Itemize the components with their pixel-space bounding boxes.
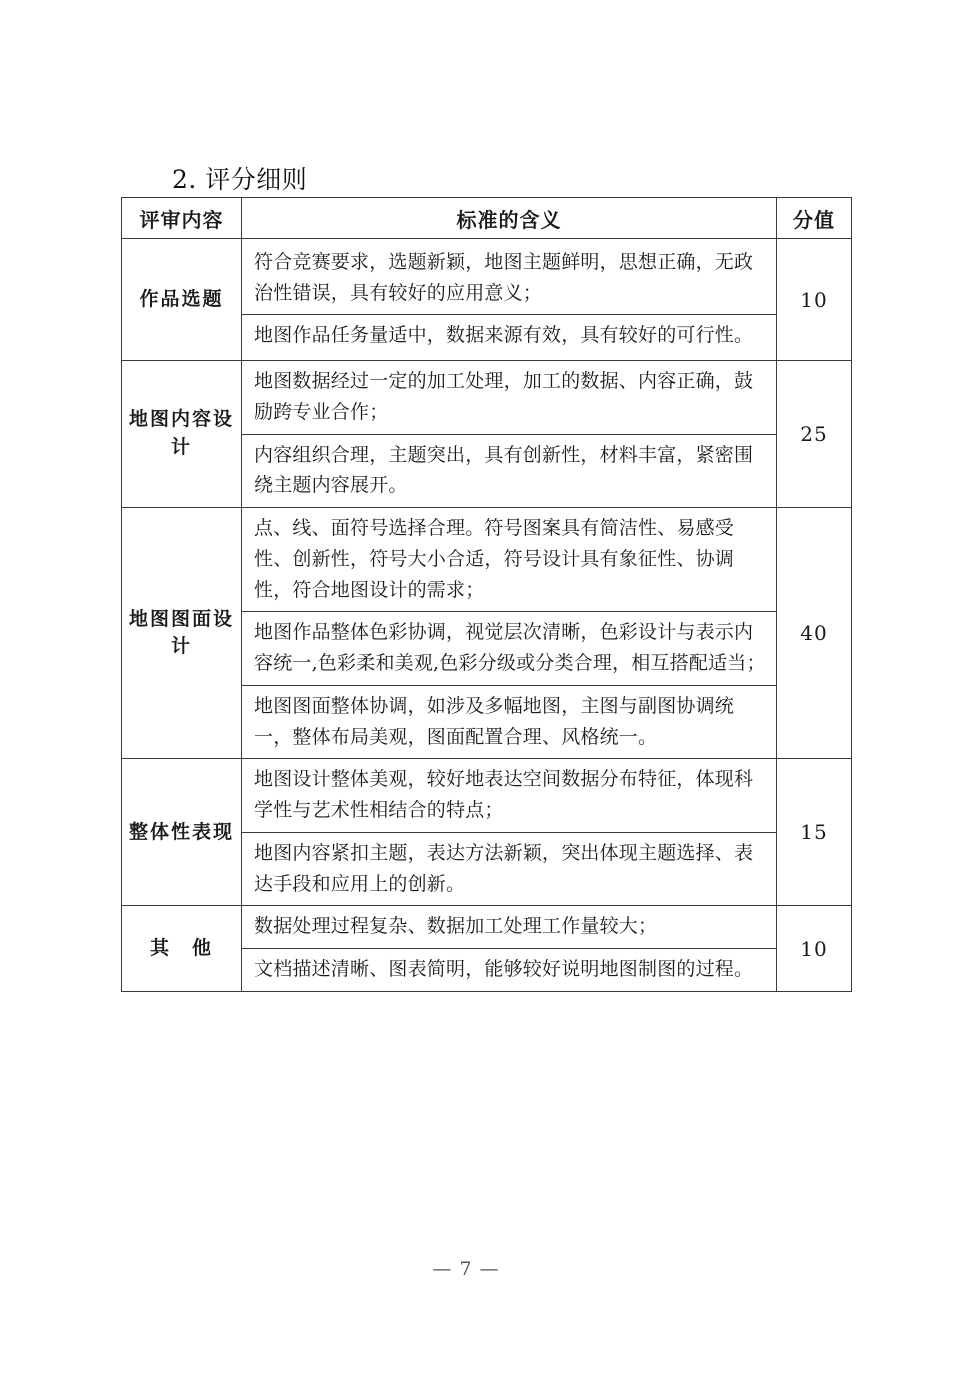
meaning-cell bbox=[242, 759, 777, 906]
table-header-row bbox=[122, 198, 852, 239]
column-header-criteria: 评审内容 bbox=[122, 198, 242, 239]
criteria-item-list bbox=[242, 508, 776, 758]
criteria-item: 地图作品整体色彩协调，视觉层次清晰，色彩设计与表示内容统一,色彩柔和美观,色彩分级或分类合理，相互搭配适当； bbox=[242, 612, 776, 686]
page-number: — 7 — bbox=[432, 1258, 500, 1280]
criteria-label: 地图内容设计 bbox=[122, 361, 242, 508]
criteria-item: 地图作品任务量适中，数据来源有效，具有较好的可行性。 bbox=[242, 315, 776, 357]
criteria-item: 点、线、面符号选择合理。符号图案具有简洁性、易感受性、创新性，符号大小合适，符号设计具有象征性、协调性，符合地图设计的需求； bbox=[242, 508, 776, 612]
criteria-item: 内容组织合理，主题突出，具有创新性，材料丰富，紧密围绕主题内容展开。 bbox=[242, 434, 776, 507]
criteria-item: 地图设计整体美观，较好地表达空间数据分布特征，体现科学性与艺术性相结合的特点； bbox=[242, 759, 776, 832]
table-row bbox=[122, 361, 852, 508]
criteria-item: 符合竞赛要求，选题新颖，地图主题鲜明，思想正确，无政治性错误，具有较好的应用意义； bbox=[242, 242, 776, 315]
meaning-cell bbox=[242, 239, 777, 361]
score-value: 15 bbox=[777, 759, 852, 906]
criteria-label: 整体性表现 bbox=[122, 759, 242, 906]
criteria-item: 地图内容紧扣主题，表达方法新颖，突出体现主题选择、表达手段和应用上的创新。 bbox=[242, 832, 776, 905]
criteria-item-list bbox=[242, 906, 776, 991]
scoring-rubric-table bbox=[121, 197, 852, 992]
table-row bbox=[122, 906, 852, 992]
score-value: 25 bbox=[777, 361, 852, 508]
criteria-item: 地图图面整体协调，如涉及多幅地图，主图与副图协调统一，整体布局美观，图面配置合理、风格统一。 bbox=[242, 685, 776, 758]
meaning-cell bbox=[242, 906, 777, 992]
criteria-item: 文档描述清晰、图表简明，能够较好说明地图制图的过程。 bbox=[242, 949, 776, 991]
column-header-meaning: 标准的含义 bbox=[242, 198, 777, 239]
criteria-item-list bbox=[242, 242, 776, 357]
meaning-cell bbox=[242, 508, 777, 759]
table-row bbox=[122, 508, 852, 759]
criteria-label: 其 他 bbox=[122, 906, 242, 992]
criteria-item: 数据处理过程复杂、数据加工处理工作量较大； bbox=[242, 906, 776, 948]
table-row bbox=[122, 239, 852, 361]
criteria-label: 地图图面设计 bbox=[122, 508, 242, 759]
criteria-item: 地图数据经过一定的加工处理，加工的数据、内容正确，鼓励跨专业合作； bbox=[242, 361, 776, 434]
criteria-item-list bbox=[242, 361, 776, 507]
score-value: 10 bbox=[777, 906, 852, 992]
meaning-cell bbox=[242, 361, 777, 508]
criteria-item-list bbox=[242, 759, 776, 905]
criteria-label: 作品选题 bbox=[122, 239, 242, 361]
score-value: 10 bbox=[777, 239, 852, 361]
section-heading: 2. 评分细则 bbox=[172, 165, 308, 194]
table-row bbox=[122, 759, 852, 906]
column-header-score: 分值 bbox=[777, 198, 852, 239]
score-value: 40 bbox=[777, 508, 852, 759]
